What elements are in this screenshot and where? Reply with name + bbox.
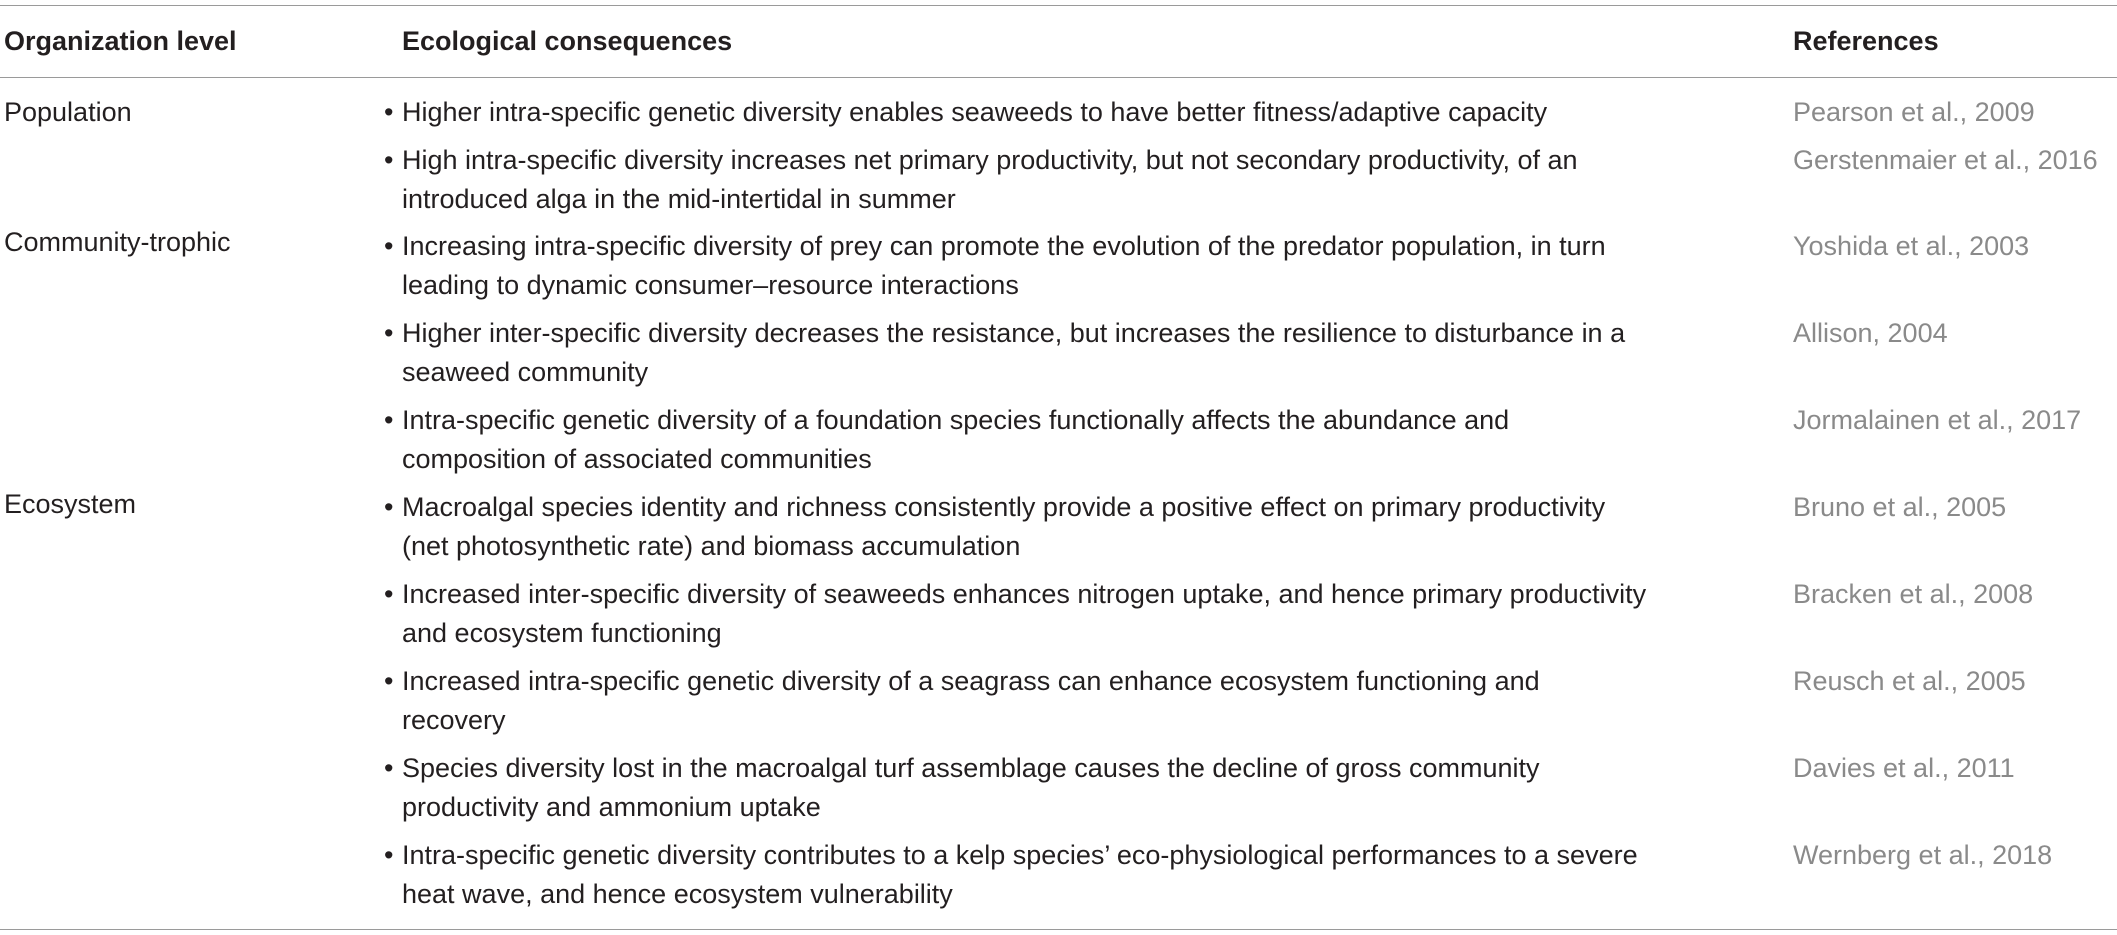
reference-text: Pearson et al., 2009 [1793, 97, 2035, 127]
consequence-text: Increased intra-specific genetic diversity of a seagrass can enhance ecosystem functioning and recovery [402, 666, 1540, 735]
bullet-icon: • [384, 579, 394, 609]
reference-text: Bracken et al., 2008 [1793, 579, 2034, 609]
header-organization-level: Organization level [4, 26, 237, 56]
reference-text: Davies et al., 2011 [1793, 753, 2015, 783]
bullet-icon: • [384, 318, 394, 348]
bullet-icon: • [384, 840, 394, 870]
bullet-icon: • [384, 231, 394, 261]
consequence-text: Increasing intra-specific diversity of prey can promote the evolution of the predator population, in turn leading to dynamic consumer–resource interactions [402, 231, 1606, 300]
bullet-icon: • [384, 97, 394, 127]
level-ecosystem: Ecosystem [4, 489, 137, 519]
header-ecological-consequences: Ecological consequences [402, 26, 733, 56]
reference-text: Reusch et al., 2005 [1793, 666, 2026, 696]
bullet-icon: • [384, 753, 394, 783]
reference-text: Bruno et al., 2005 [1793, 492, 2007, 522]
bullet-icon: • [384, 405, 394, 435]
level-population: Population [4, 97, 132, 127]
reference-text: Yoshida et al., 2003 [1793, 231, 2030, 261]
consequence-text: Higher inter-specific diversity decreases the resistance, but increases the resilience to disturbance in a seaweed community [402, 318, 1626, 387]
consequence-text: Increased inter-specific diversity of seaweeds enhances nitrogen uptake, and hence primary productivity and ecosystem functioning [402, 579, 1647, 648]
reference-text: Jormalainen et al., 2017 [1793, 405, 2082, 435]
consequence-text: Intra-specific genetic diversity of a foundation species functionally affects the abundance and composition of associated communities [402, 405, 1510, 474]
consequence-text: Macroalgal species identity and richness consistently provide a positive effect on primary productivity (net photosynthetic rate) and biomass accumulation [402, 492, 1606, 561]
consequence-text: Higher intra-specific genetic diversity enables seaweeds to have better fitness/adaptive capacity [402, 97, 1548, 127]
reference-text: Allison, 2004 [1793, 318, 1948, 348]
reference-text: Gerstenmaier et al., 2016 [1793, 145, 2098, 175]
consequence-text: Species diversity lost in the macroalgal turf assemblage causes the decline of gross community productivity and ammonium uptake [402, 753, 1540, 822]
bullet-icon: • [384, 145, 394, 175]
level-community-trophic: Community-trophic [4, 227, 231, 257]
consequence-text: Intra-specific genetic diversity contributes to a kelp species’ eco-physiological performances to a severe heat wave, and hence ecosystem vulnerability [402, 840, 1638, 909]
reference-text: Wernberg et al., 2018 [1793, 840, 2053, 870]
header-references: References [1793, 26, 1939, 56]
bullet-icon: • [384, 666, 394, 696]
bullet-icon: • [384, 492, 394, 522]
consequence-text: High intra-specific diversity increases net primary productivity, but not secondary productivity, of an introduced alga in the mid-intertidal in summer [402, 145, 1578, 214]
header-rule [0, 77, 2117, 78]
table-bottom-rule [0, 929, 2117, 930]
table-top-rule [0, 5, 2117, 6]
